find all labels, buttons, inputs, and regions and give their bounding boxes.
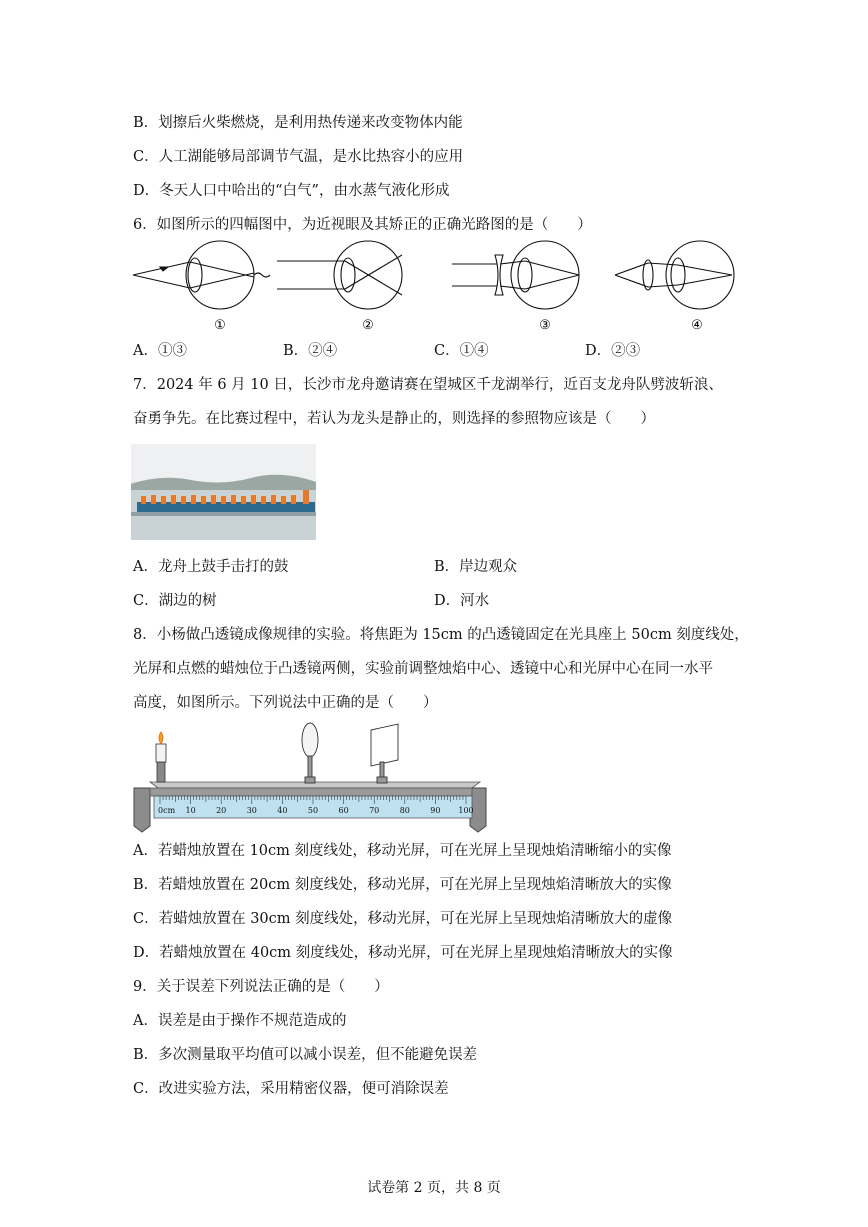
q7-option-a: A．龙舟上鼓手击打的鼓 xyxy=(133,559,289,575)
ruler-label: 70 xyxy=(369,806,380,815)
q8-option-a: A．若蜡烛放置在 10cm 刻度线处，移动光屏，可在光屏上呈现烛焰清晰缩小的实像 xyxy=(133,843,672,859)
q7-option-b: B．岸边观众 xyxy=(434,559,518,575)
q9-option-b: B．多次测量取平均值可以减小误差，但不能避免误差 xyxy=(133,1047,478,1063)
q8-option-d: D．若蜡烛放置在 40cm 刻度线处，移动光屏，可在光屏上星现烛焰清晰放大的实像 xyxy=(133,945,673,961)
q8-stem-line-2: 光屏和点燃的蜡烛位于凸透镜两侧，实验前调整烛焰中心、透镜中心和光屏中心在同一水平 xyxy=(133,661,713,677)
q6-optics-figures xyxy=(0,237,868,337)
q8-stem-line-3: 高度，如图所示。下列说法中正确的是（ ） xyxy=(133,695,438,711)
q6-option-b: B．②④ xyxy=(283,343,338,359)
q8-stem-line-1: 8．小杨做凸透镜成像规律的实验。将焦距为 15cm 的凸透镜固定在光具座上 50cm 刻度线处， xyxy=(133,627,749,643)
figure-2-eye-diagram xyxy=(277,241,402,309)
q9-stem: 9．关于误差下列说法正确的是（ ） xyxy=(133,979,389,995)
q8-option-b: B．若蜡烛放置在 20cm 刻度线处，移动光屏，可在光屏上呈现烛焰清晰放大的实像 xyxy=(133,877,672,893)
light-screen xyxy=(371,724,398,783)
ruler-label: 40 xyxy=(277,806,288,815)
q5-option-b: B．划擦后火柴燃烧，是利用热传递来改变物体内能 xyxy=(133,115,463,131)
q6-stem: 6．如图所示的四幅图中，为近视眼及其矫正的正确光路图的是（ ） xyxy=(133,217,592,233)
q8-option-c: C．若蜡烛放置在 30cm 刻度线处，移动光屏，可在光屏上呈现烛焰清晰放大的虚像 xyxy=(133,911,673,927)
q5-option-c: C．人工湖能够局部调节气温，是水比热容小的应用 xyxy=(133,149,464,165)
q6-option-c: C．①④ xyxy=(434,343,489,359)
optical-bench-figure xyxy=(128,722,498,834)
figure-3-label: ③ xyxy=(539,318,551,333)
figure-2-label: ② xyxy=(362,318,374,333)
figure-3-eye-diagram xyxy=(452,241,579,309)
q9-option-a: A．误差是由于操作不规范造成的 xyxy=(133,1013,347,1029)
figure-4-label: ④ xyxy=(691,318,703,333)
q9-option-c: C．改进实验方法，采用精密仪器，便可消除误差 xyxy=(133,1081,449,1097)
q7-option-c: C．湖边的树 xyxy=(133,593,217,609)
ruler-label: 80 xyxy=(399,806,410,815)
q7-option-d: D．河水 xyxy=(434,593,490,609)
q6-option-a: A．①③ xyxy=(133,343,187,359)
ruler-label: 30 xyxy=(246,806,257,815)
ruler-label: 50 xyxy=(307,806,319,815)
ruler-label: 90 xyxy=(430,806,441,815)
dragon-boat-photo xyxy=(131,444,316,540)
figure-1-label: ① xyxy=(214,318,226,333)
ruler-label: 100 xyxy=(458,806,474,815)
q5-option-d: D．冬天人口中哈出的“白气”，由水蒸气液化形成 xyxy=(133,183,450,199)
ruler-label: 0cm xyxy=(158,806,176,815)
q7-stem-line-1: 7．2024 年 6 月 10 日，长沙市龙舟邀请赛在望城区千龙湖举行，近百支龙舟队劈波斩浪、 xyxy=(133,377,723,393)
ruler-label: 60 xyxy=(338,806,349,815)
convex-lens xyxy=(302,723,318,783)
q6-option-d: D．②③ xyxy=(585,343,641,359)
q7-stem-line-2: 奋勇争先。在比赛过程中，若认为龙头是静止的，则选择的参照物应该是（ ） xyxy=(133,411,655,427)
ruler-label: 10 xyxy=(185,806,196,815)
candle xyxy=(156,732,166,782)
figure-1-eye-diagram xyxy=(133,241,270,309)
page-footer: 试卷第 2 页，共 8 页 xyxy=(367,1180,501,1196)
ruler-label: 20 xyxy=(216,806,227,815)
figure-4-eye-diagram xyxy=(615,241,734,309)
